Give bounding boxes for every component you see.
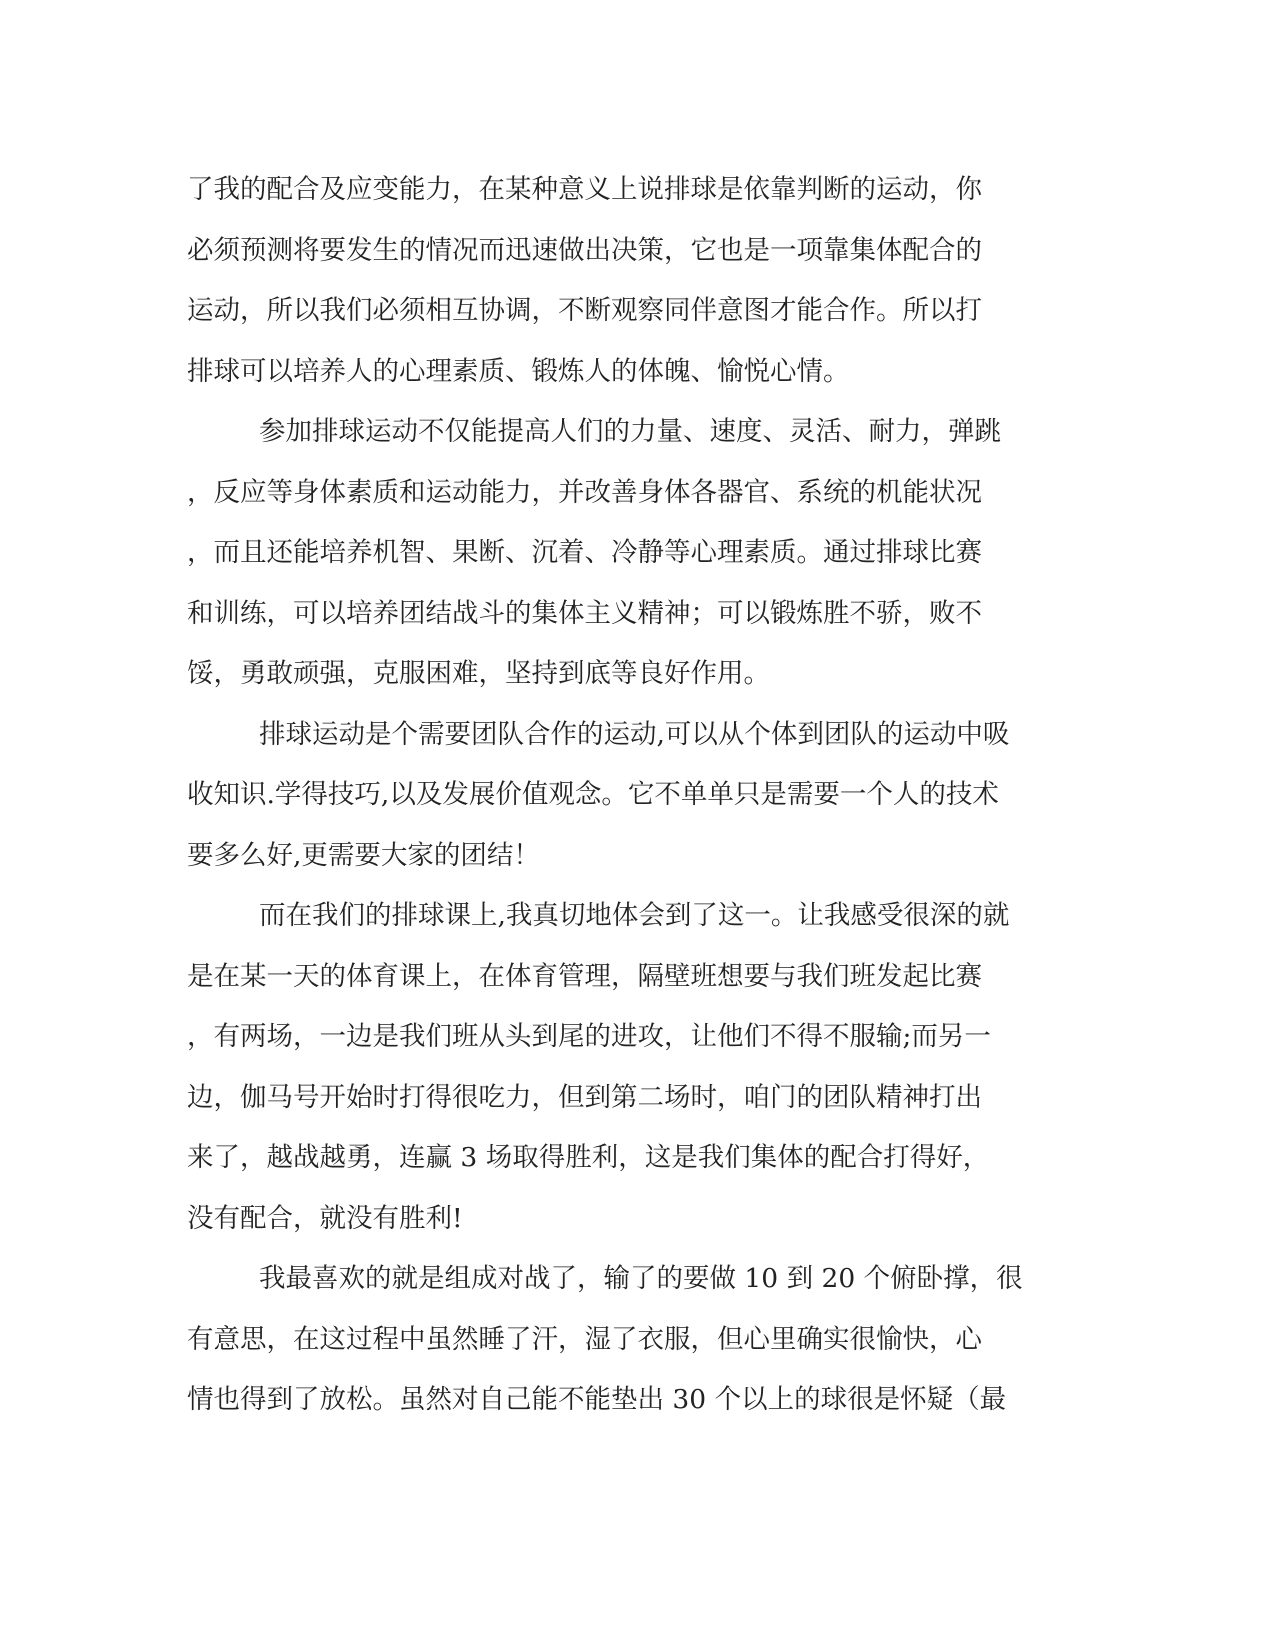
- paragraph-start-line: 参加排球运动不仅能提高人们的力量、速度、灵活、耐力，弹跳: [259, 416, 1001, 447]
- paragraph-start-line: 我最喜欢的就是组成对战了，输了的要做 10 到 20 个俯卧撑，很: [259, 1263, 1023, 1294]
- text-line: 有意思，在这过程中虽然睡了汗，湿了衣服，但心里确实很愉快，心: [187, 1323, 982, 1355]
- text-line: 是在某一天的体育课上，在体育管理，隔壁班想要与我们班发起比赛: [187, 960, 982, 992]
- text-line: 排球可以培养人的心理素质、锻炼人的体魄、愉悦心情。: [187, 355, 850, 387]
- text-line: ，有两场，一边是我们班从头到尾的进攻，让他们不得不服输;而另一: [187, 1021, 991, 1052]
- text-line: 没有配合，就没有胜利!: [187, 1202, 463, 1234]
- text-line: ，而且还能培养机智、果断、沉着、冷静等心理素质。通过排球比赛: [187, 537, 982, 568]
- text-line: 了我的配合及应变能力，在某种意义上说排球是依靠判断的运动，你: [187, 174, 982, 205]
- text-line: 和训练，可以培养团结战斗的集体主义精神；可以锻炼胜不骄，败不: [187, 597, 982, 629]
- paragraph-start-line: 排球运动是个需要团队合作的运动,可以从个体到团队的运动中吸: [259, 718, 1010, 750]
- paragraph-start-line: 而在我们的排球课上,我真切地体会到了这一。让我感受很深的就: [259, 900, 1010, 931]
- text-line: 要多么好,更需要大家的团结！: [187, 839, 540, 871]
- text-line: 运动，所以我们必须相互协调，不断观察同伴意图才能合作。所以打: [187, 295, 982, 326]
- text-line: 收知识.学得技巧,以及发展价值观念。它不单单只是需要一个人的技术: [187, 779, 999, 810]
- text-line: ，反应等身体素质和运动能力，并改善身体各器官、系统的机能状况: [187, 476, 982, 508]
- text-line: 边，伽马号开始时打得很吃力，但到第二场时，咱门的团队精神打出: [187, 1081, 982, 1113]
- text-line: 情也得到了放松。虽然对自己能不能垫出 30 个以上的球很是怀疑（最: [187, 1384, 1007, 1415]
- text-line: 来了，越战越勇，连赢 3 场取得胜利，这是我们集体的配合打得好，: [187, 1142, 990, 1173]
- text-line: 必须预测将要发生的情况而迅速做出决策，它也是一项靠集体配合的: [187, 234, 982, 266]
- text-line: 馁，勇敢顽强，克服困难，坚持到底等良好作用。: [187, 658, 770, 689]
- body-text: [187, 160, 1067, 1431]
